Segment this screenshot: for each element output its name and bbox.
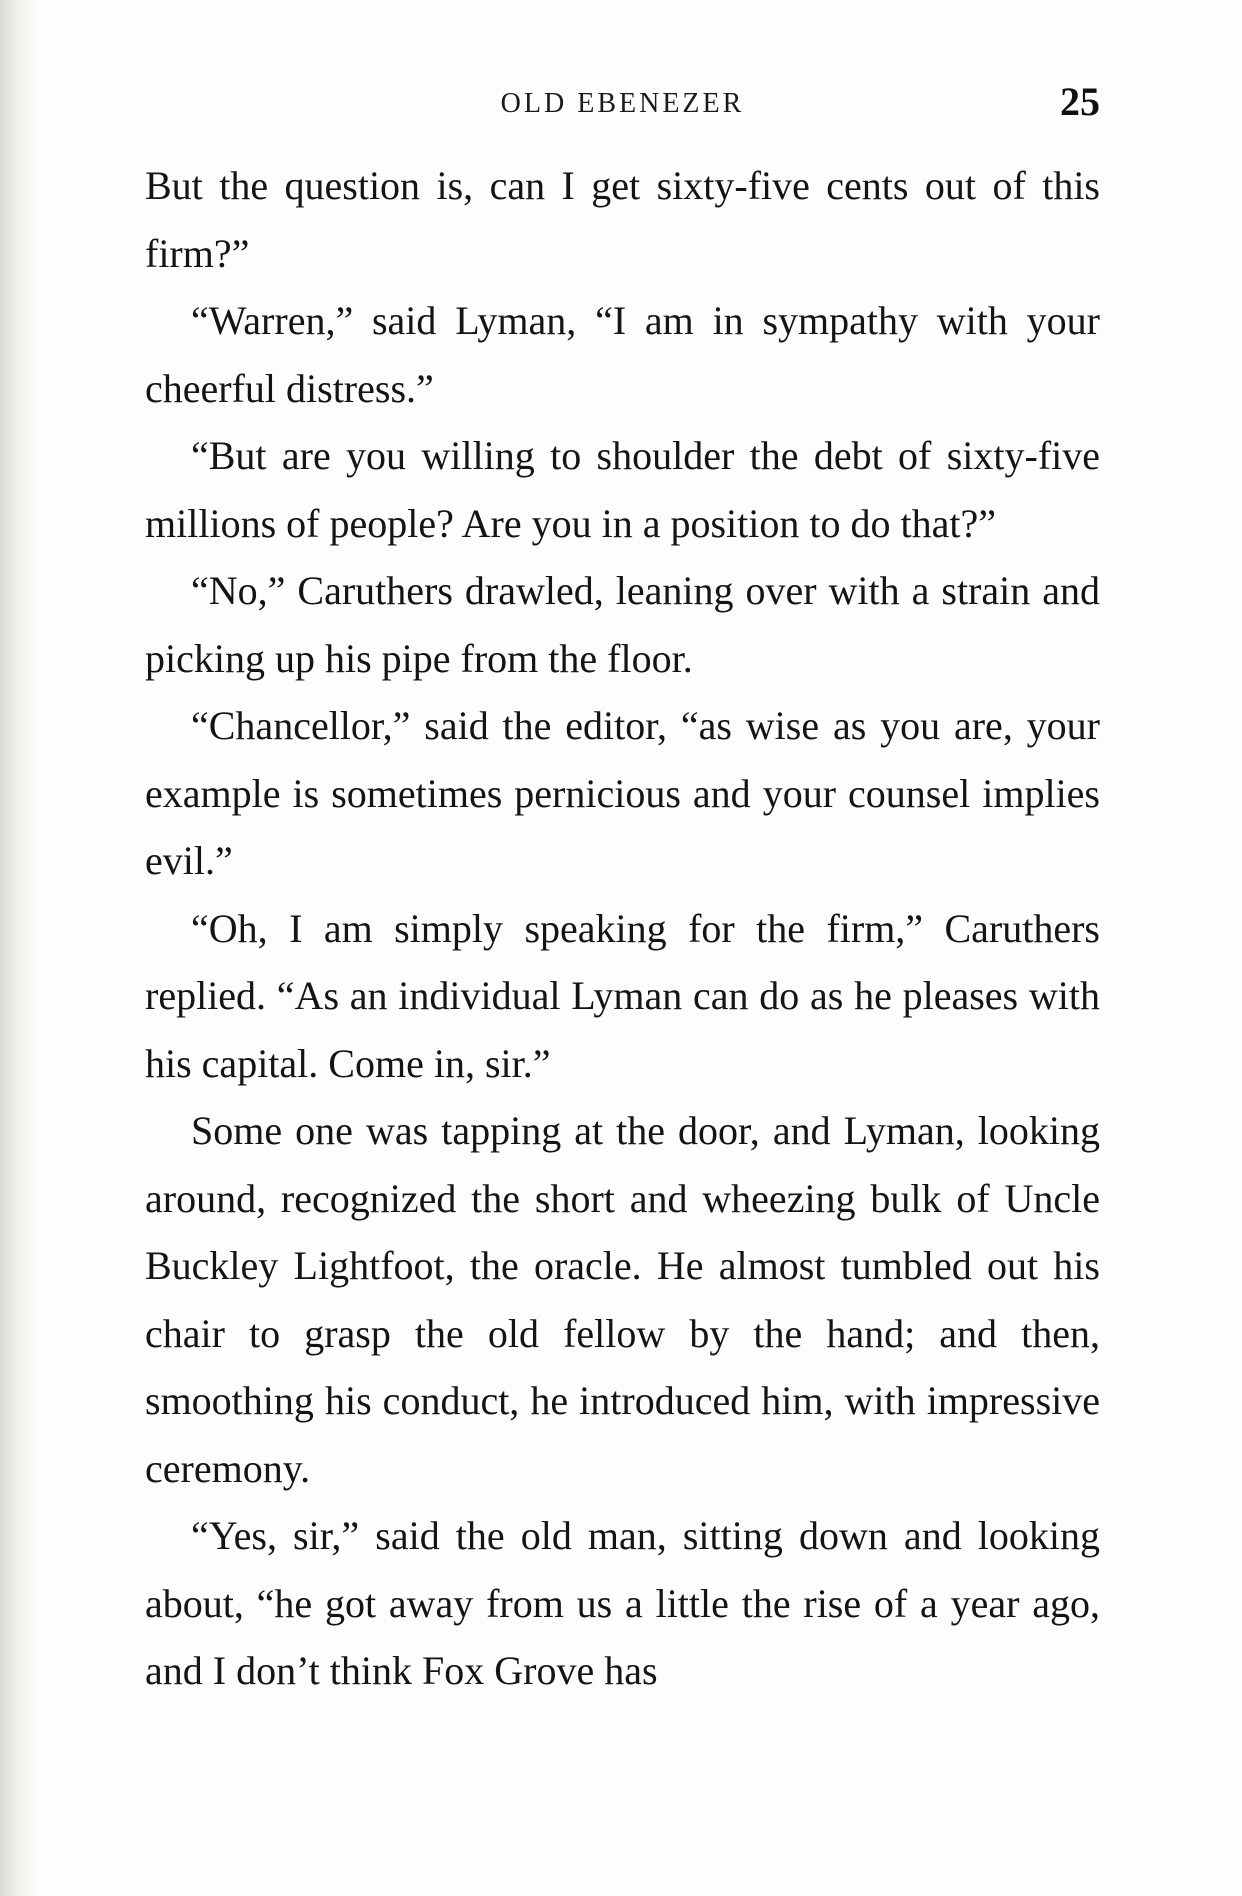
body-text bbox=[145, 152, 1100, 1705]
running-head: OLD EBENEZER bbox=[500, 88, 745, 119]
paragraph-3: “But are you willing to shoulder the debt of sixty-five millions of people? Are you in a position to do that?” bbox=[145, 433, 1100, 546]
page-number: 25 bbox=[1060, 79, 1100, 124]
page-gutter-shadow bbox=[0, 0, 38, 1896]
paragraph-1: But the question is, can I get sixty-five cents out of this firm?” bbox=[145, 163, 1100, 276]
page-header bbox=[145, 78, 1100, 138]
paragraph-5: “Chancellor,” said the editor, “as wise as you are, your example is sometimes pernicious and your counsel implies evil.” bbox=[145, 703, 1100, 883]
paragraph-8: “Yes, sir,” said the old man, sitting down and looking about, “he got away from us a little the rise of a year ago, and I don’t think Fox Grove has bbox=[145, 1513, 1100, 1693]
paragraph-4: “No,” Caruthers drawled, leaning over with a strain and picking up his pipe from the floor. bbox=[145, 568, 1100, 681]
paragraph-2: “Warren,” said Lyman, “I am in sympathy with your cheerful distress.” bbox=[145, 298, 1100, 411]
paragraph-7: Some one was tapping at the door, and Lyman, looking around, recognized the short and wheezing bulk of Uncle Buckley Lightfoot, the oracle. He almost tumbled out his chair to grasp the old fellow by the hand; and then, smoothing his conduct, he introduced him, with impressive ceremony. bbox=[145, 1108, 1100, 1491]
paragraph-6: “Oh, I am simply speaking for the firm,” Caruthers replied. “As an individual Lyman can do as he pleases with his capital. Come in, sir.” bbox=[145, 905, 1100, 1086]
